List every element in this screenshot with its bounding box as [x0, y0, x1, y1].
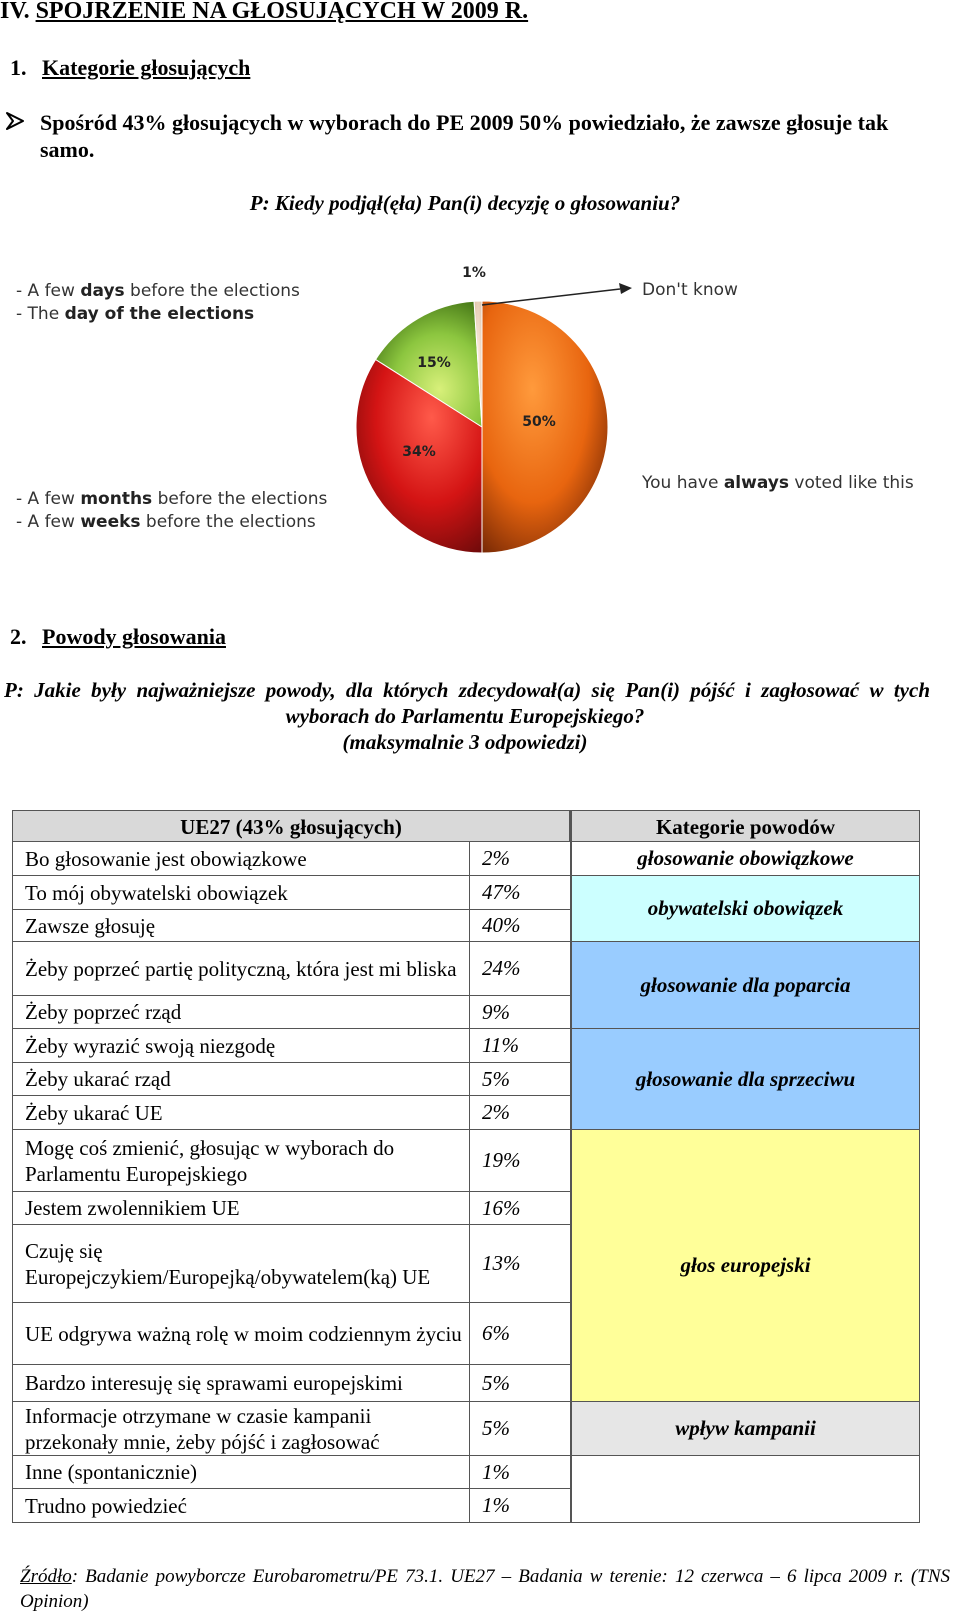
dont-know-arrow-line [482, 289, 620, 305]
bullet-line-2: samo. [40, 137, 95, 162]
slice-months-weeks-label: 34% [402, 444, 436, 460]
source-text: : Badanie powyborcze Eurobarometru/PE 73.1. UE27 – Badania w terenie: 12 czerwca – 6 lipca 2009 r. (TNS Opinion) [20, 1566, 950, 1612]
table-row-value: 5% [470, 1402, 570, 1456]
slice-days-label: 15% [417, 355, 451, 371]
annotation-few-days: - A few days before the elections [16, 281, 300, 301]
table-row-label: Czuję się Europejczykiem/Europejką/obywatelem(ką) UE [12, 1225, 470, 1303]
table-category-empty [570, 1456, 920, 1523]
table-row-value: 1% [470, 1456, 570, 1489]
table-category: głosowanie dla sprzeciwu [570, 1029, 920, 1130]
question-2-line-2: wyborach do Parlamentu Europejskiego? [285, 704, 645, 728]
table-category: wpływ kampanii [570, 1402, 920, 1456]
table-row-value: 2% [470, 842, 570, 876]
table-row-value: 11% [470, 1029, 570, 1063]
bullet-arrow-icon [4, 110, 26, 138]
table-row-label: Trudno powiedzieć [12, 1489, 470, 1523]
subsection-1-title: Kategorie głosujących [42, 55, 251, 80]
table-header-left: UE27 (43% głosujących) [12, 810, 570, 842]
table-header-right: Kategorie powodów [570, 810, 920, 842]
table-row-value: 47% [470, 876, 570, 910]
section-title [0, 0, 528, 25]
annotation-day-of: - The day of the elections [16, 304, 255, 324]
subsection-2-title: Powody głosowania [42, 624, 226, 649]
table-row-value: 9% [470, 996, 570, 1029]
table-row-value: 1% [470, 1489, 570, 1523]
table-row-label: Żeby ukarać rząd [12, 1063, 470, 1096]
subsection-1 [10, 55, 250, 81]
annotation-always: You have always voted like this [642, 473, 914, 493]
table-row-label: Informacje otrzymane w czasie kampanii przekonały mnie, żeby pójść i zagłosować [12, 1402, 470, 1456]
table-row-label: Inne (spontanicznie) [12, 1456, 470, 1489]
table-row-label: Żeby wyrazić swoją niezgodę [12, 1029, 470, 1063]
slice-always-label: 50% [522, 414, 556, 430]
annotation-few-weeks: - A few weeks before the elections [16, 512, 316, 532]
table-row-label: To mój obywatelski obowiązek [12, 876, 470, 910]
table-row-label: Jestem zwolennikiem UE [12, 1192, 470, 1225]
table-row-label: Bo głosowanie jest obowiązkowe [12, 842, 470, 876]
table-row-value: 2% [470, 1096, 570, 1130]
question-2 [0, 677, 930, 755]
table-row-label: Mogę coś zmienić, głosując w wyborach do Parlamentu Europejskiego [12, 1130, 470, 1192]
legend-top-left [16, 280, 300, 326]
annotation-few-months: - A few months before the elections [16, 489, 328, 509]
table-row-label: Bardzo interesuję się sprawami europejskimi [12, 1365, 470, 1402]
table-row-value: 5% [470, 1365, 570, 1402]
table-category: głosowanie obowiązkowe [570, 842, 920, 876]
source-label: Źródło [20, 1566, 72, 1587]
dont-know-arrow-head [619, 283, 632, 294]
bullet-statement [40, 109, 940, 163]
slice-dont-know-label: 1% [462, 265, 486, 281]
table-row-value: 6% [470, 1303, 570, 1365]
table-row-value: 40% [470, 910, 570, 942]
table-category: głosowanie dla poparcia [570, 942, 920, 1029]
table-row-label: Zawsze głosuję [12, 910, 470, 942]
table-row-value: 24% [470, 942, 570, 996]
table-row-label: UE odgrywa ważną rolę w moim codziennym życiu [12, 1303, 470, 1365]
pie-chart [0, 255, 960, 575]
subsection-2-number: 2. [10, 624, 27, 649]
section-number: IV. [0, 0, 30, 24]
bullet-line-1: Spośród 43% głosujących w wyborach do PE 2009 50% powiedziało, że zawsze głosuje tak [40, 110, 889, 135]
annotation-dont-know: Don't know [642, 280, 738, 300]
source-note [20, 1564, 950, 1614]
table-category: głos europejski [570, 1130, 920, 1402]
table-row-label: Żeby poprzeć rząd [12, 996, 470, 1029]
table-row-value: 19% [470, 1130, 570, 1192]
question-2-line-1: P: Jakie były najważniejsze powody, dla których zdecydował(a) się Pan(i) pójść i zagłosować w tych [4, 678, 930, 702]
table-row-value: 13% [470, 1225, 570, 1303]
question-2-line-3: (maksymalnie 3 odpowiedzi) [342, 730, 588, 754]
subsection-2 [10, 624, 226, 650]
question-1: P: Kiedy podjął(ęła) Pan(i) decyzję o głosowaniu? [249, 191, 681, 215]
table-row-label: Żeby ukarać UE [12, 1096, 470, 1130]
table-row-value: 16% [470, 1192, 570, 1225]
table-row-label: Żeby poprzeć partię polityczną, która jest mi bliska [12, 942, 470, 996]
legend-bottom-left [16, 488, 327, 534]
section-title-text: SPOJRZENIE NA GŁOSUJĄCYCH W 2009 R. [35, 0, 529, 24]
table-row-value: 5% [470, 1063, 570, 1096]
table-category: obywatelski obowiązek [570, 876, 920, 942]
subsection-1-number: 1. [10, 55, 27, 80]
